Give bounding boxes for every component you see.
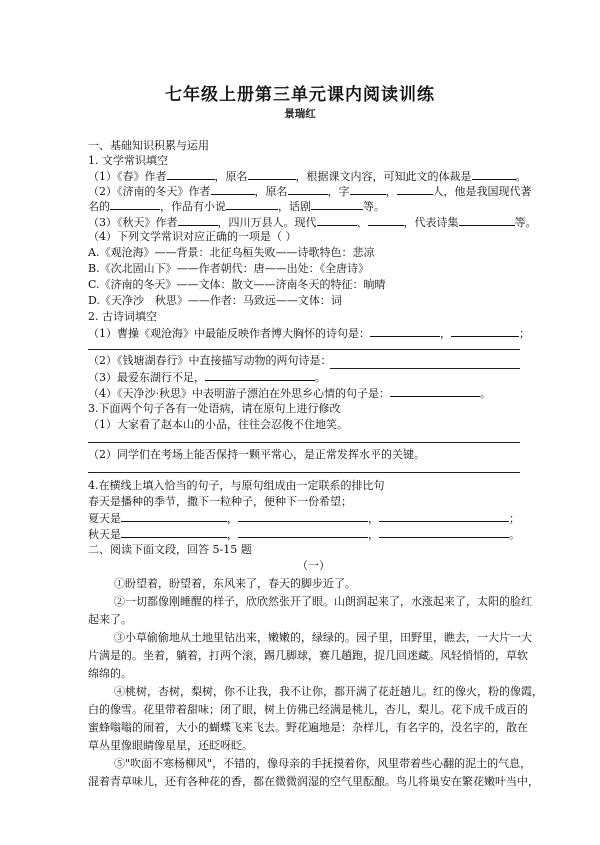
passage-paragraph-4-end: 草丛里像眼睛像星星，还眨呀眨。 [88,739,253,752]
text: ， [368,528,379,541]
text: 。 [515,170,527,183]
q1-line-1 [88,169,527,184]
q2-line-2: （2）《钱塘湖春行》中直接描写动物的两句诗是： [88,354,332,367]
fill-blank[interactable] [472,169,516,180]
fill-blank[interactable] [451,326,519,337]
text: 等。 [363,200,385,213]
text: ，原名 [214,170,248,183]
fill-blank[interactable] [121,527,227,538]
text: （2）《济南的冬天》作者 [88,185,211,198]
fill-blank[interactable] [211,184,255,195]
fill-blank[interactable] [350,184,386,195]
passage-paragraph-4-cont: 蜜蜂嗡嗡的闹着，大小的蝴蝶飞来飞去。野花遍地是：杂样儿，有名字的，没名字的，散在 [88,721,528,734]
section-heading-basics: 一、基础知识积累与运用 [88,139,209,152]
q3-sentence-2[interactable]: （2）同学们在考场上能否保持一颗平常心，是正常发挥水平的关键。 [88,448,425,461]
fill-blank[interactable] [390,386,480,397]
separator-line [88,472,520,473]
q4-given-sentence: 春天是播种的季节，撒下一粒种子，便种下一份希望； [88,495,352,508]
passage-paragraph-3: ③小草偷偷地从土地里钻出来，嫩嫩的，绿绿的。园子里，田野里，瞧去，一大片一大 [114,631,532,644]
fill-blank[interactable] [288,184,328,195]
passage-paragraph-5: ⑤"吹面不寒杨柳风"，不错的，像母亲的手抚摸着你，风里带着些心翻的泥土的气息， [114,757,532,770]
text: 、 [356,216,368,229]
choice-option-a[interactable]: A.《观沧海》——背景：北征乌桓失败——诗歌特色：悲凉 [88,246,375,259]
fill-blank[interactable] [317,215,357,226]
text: ，根据课文内容，可知此文的体裁是 [295,170,472,183]
fill-blank[interactable] [238,511,368,522]
fill-blank[interactable] [238,527,368,538]
fill-blank[interactable] [121,511,227,522]
passage-paragraph-1: ①盼望着，盼望着，东风来了，春天的脚步近了。 [114,577,356,590]
text: 等。 [514,216,537,229]
text: （3）最爱东湖行不足， [88,371,205,384]
q2-line-1 [88,326,530,341]
q1-heading: 1. 文学常识填空 [88,154,168,167]
passage-paragraph-4-cont: 白的像雪。花里带着甜味；闭了眼，树上仿佛已经满是桃儿，杏儿，梨儿。花下成千成百的 [88,703,528,716]
text: 秋天是 [88,528,121,541]
q4-summer-line [88,511,520,526]
text: ，字 [327,185,350,198]
text: 。 [480,387,491,400]
passage-paragraph-3-cont: 片满是的。坐着，躺着，打两个滚，踢几脚球，赛几趟跑，捉几回迷藏。风轻悄悄的，草软 [88,649,528,662]
choice-option-b[interactable]: B.《次北固山下》——作者朝代：唐——出处：《全唐诗》 [88,262,370,275]
text: ，原名 [254,185,288,198]
text: ， [227,528,238,541]
text: ， [227,512,238,525]
text: ，话剧 [278,200,311,213]
fill-blank[interactable] [167,169,215,180]
fill-blank[interactable] [110,199,160,210]
text: ， [368,512,379,525]
q3-sentence-1[interactable]: （1）大家看了赵本山的小品，往往会忍俊不住地笑。 [88,418,348,431]
text: （3）《秋天》作者 [88,216,178,229]
q1-line-2 [88,184,532,199]
fill-blank[interactable] [178,215,218,226]
fill-blank[interactable] [368,215,404,226]
fill-blank[interactable] [370,326,440,337]
fill-blank[interactable] [397,184,433,195]
page-title: 七年级上册第三单元课内阅读训练 [165,85,435,105]
author-name: 景瑞红 [284,108,316,120]
text: 名的 [88,200,110,213]
fill-blank[interactable] [311,199,363,210]
choice-option-c[interactable]: C.《济南的冬天》——文体：散文——济南冬天的特征：晌晴 [88,278,386,291]
q1-choice-question: （4）下列文学常识对应正确的一项是（ ） [88,230,297,243]
text: 。 [315,371,326,384]
passage-paragraph-4: ④桃树，杏树，梨树，你不让我，我不让你，都开满了花赶趟儿。红的像火，粉的像霞， [114,685,543,698]
text: 。 [509,528,520,541]
section-heading-reading: 二、阅读下面文段，回答 5-15 题 [88,543,252,556]
passage-paragraph-3-end: 绵绵的。 [88,667,132,680]
text: （1）曹操《观沧海》中最能反映作者博大胸怀的诗句是： [88,327,370,340]
text: ，代表诗集 [403,216,459,229]
fill-blank[interactable] [379,527,509,538]
text: （1）《春》作者 [88,170,167,183]
answer-line[interactable] [88,349,520,350]
text: ， [440,327,451,340]
fill-blank[interactable] [379,511,509,522]
q2-heading: 2. 古诗词填空 [88,310,157,323]
answer-line[interactable] [330,368,520,369]
fill-blank[interactable] [226,199,278,210]
q1-line-4 [88,215,537,230]
text: 人，他是我国现代著 [432,185,532,198]
text: 夏天是 [88,512,121,525]
text: ，四川万县人。现代 [217,216,317,229]
fill-blank[interactable] [459,215,515,226]
passage-paragraph-2-cont: 起来了。 [88,613,132,626]
q2-line-3 [88,370,326,385]
q1-line-3 [88,199,385,214]
text: ； [509,512,520,525]
text: ，作品有小说 [160,200,226,213]
passage-paragraph-2: ②一切都像刚睡醒的样子，欣欣然张开了眼。山朗润起来了，水涨起来了，太阳的脸红 [114,595,532,608]
text: （4）《天净沙·秋思》中表明游子漂泊在外思乡心情的句子是： [88,387,390,400]
fill-blank[interactable] [205,370,315,381]
choice-option-d[interactable]: D.《天净沙 秋思》——作者：马致远——文体：词 [88,294,342,307]
q4-autumn-line [88,527,520,542]
fill-blank[interactable] [248,169,296,180]
text: ； [519,327,530,340]
q3-heading: 3.下面两个句子各有一处语病，请在原句上进行修改 [88,402,341,415]
separator-line [88,442,520,443]
q2-line-4 [88,386,491,401]
q4-heading: 4.在横线上填入恰当的句子，与原句组成由一定联系的排比句 [88,479,385,492]
passage-paragraph-5-cont: 混着青草味儿，还有各种花的香，都在微微润湿的空气里酝酿。鸟儿将巢安在繁花嫩叶当中， [88,775,539,788]
text: ， [385,185,397,198]
passage-number: （一） [297,559,330,572]
